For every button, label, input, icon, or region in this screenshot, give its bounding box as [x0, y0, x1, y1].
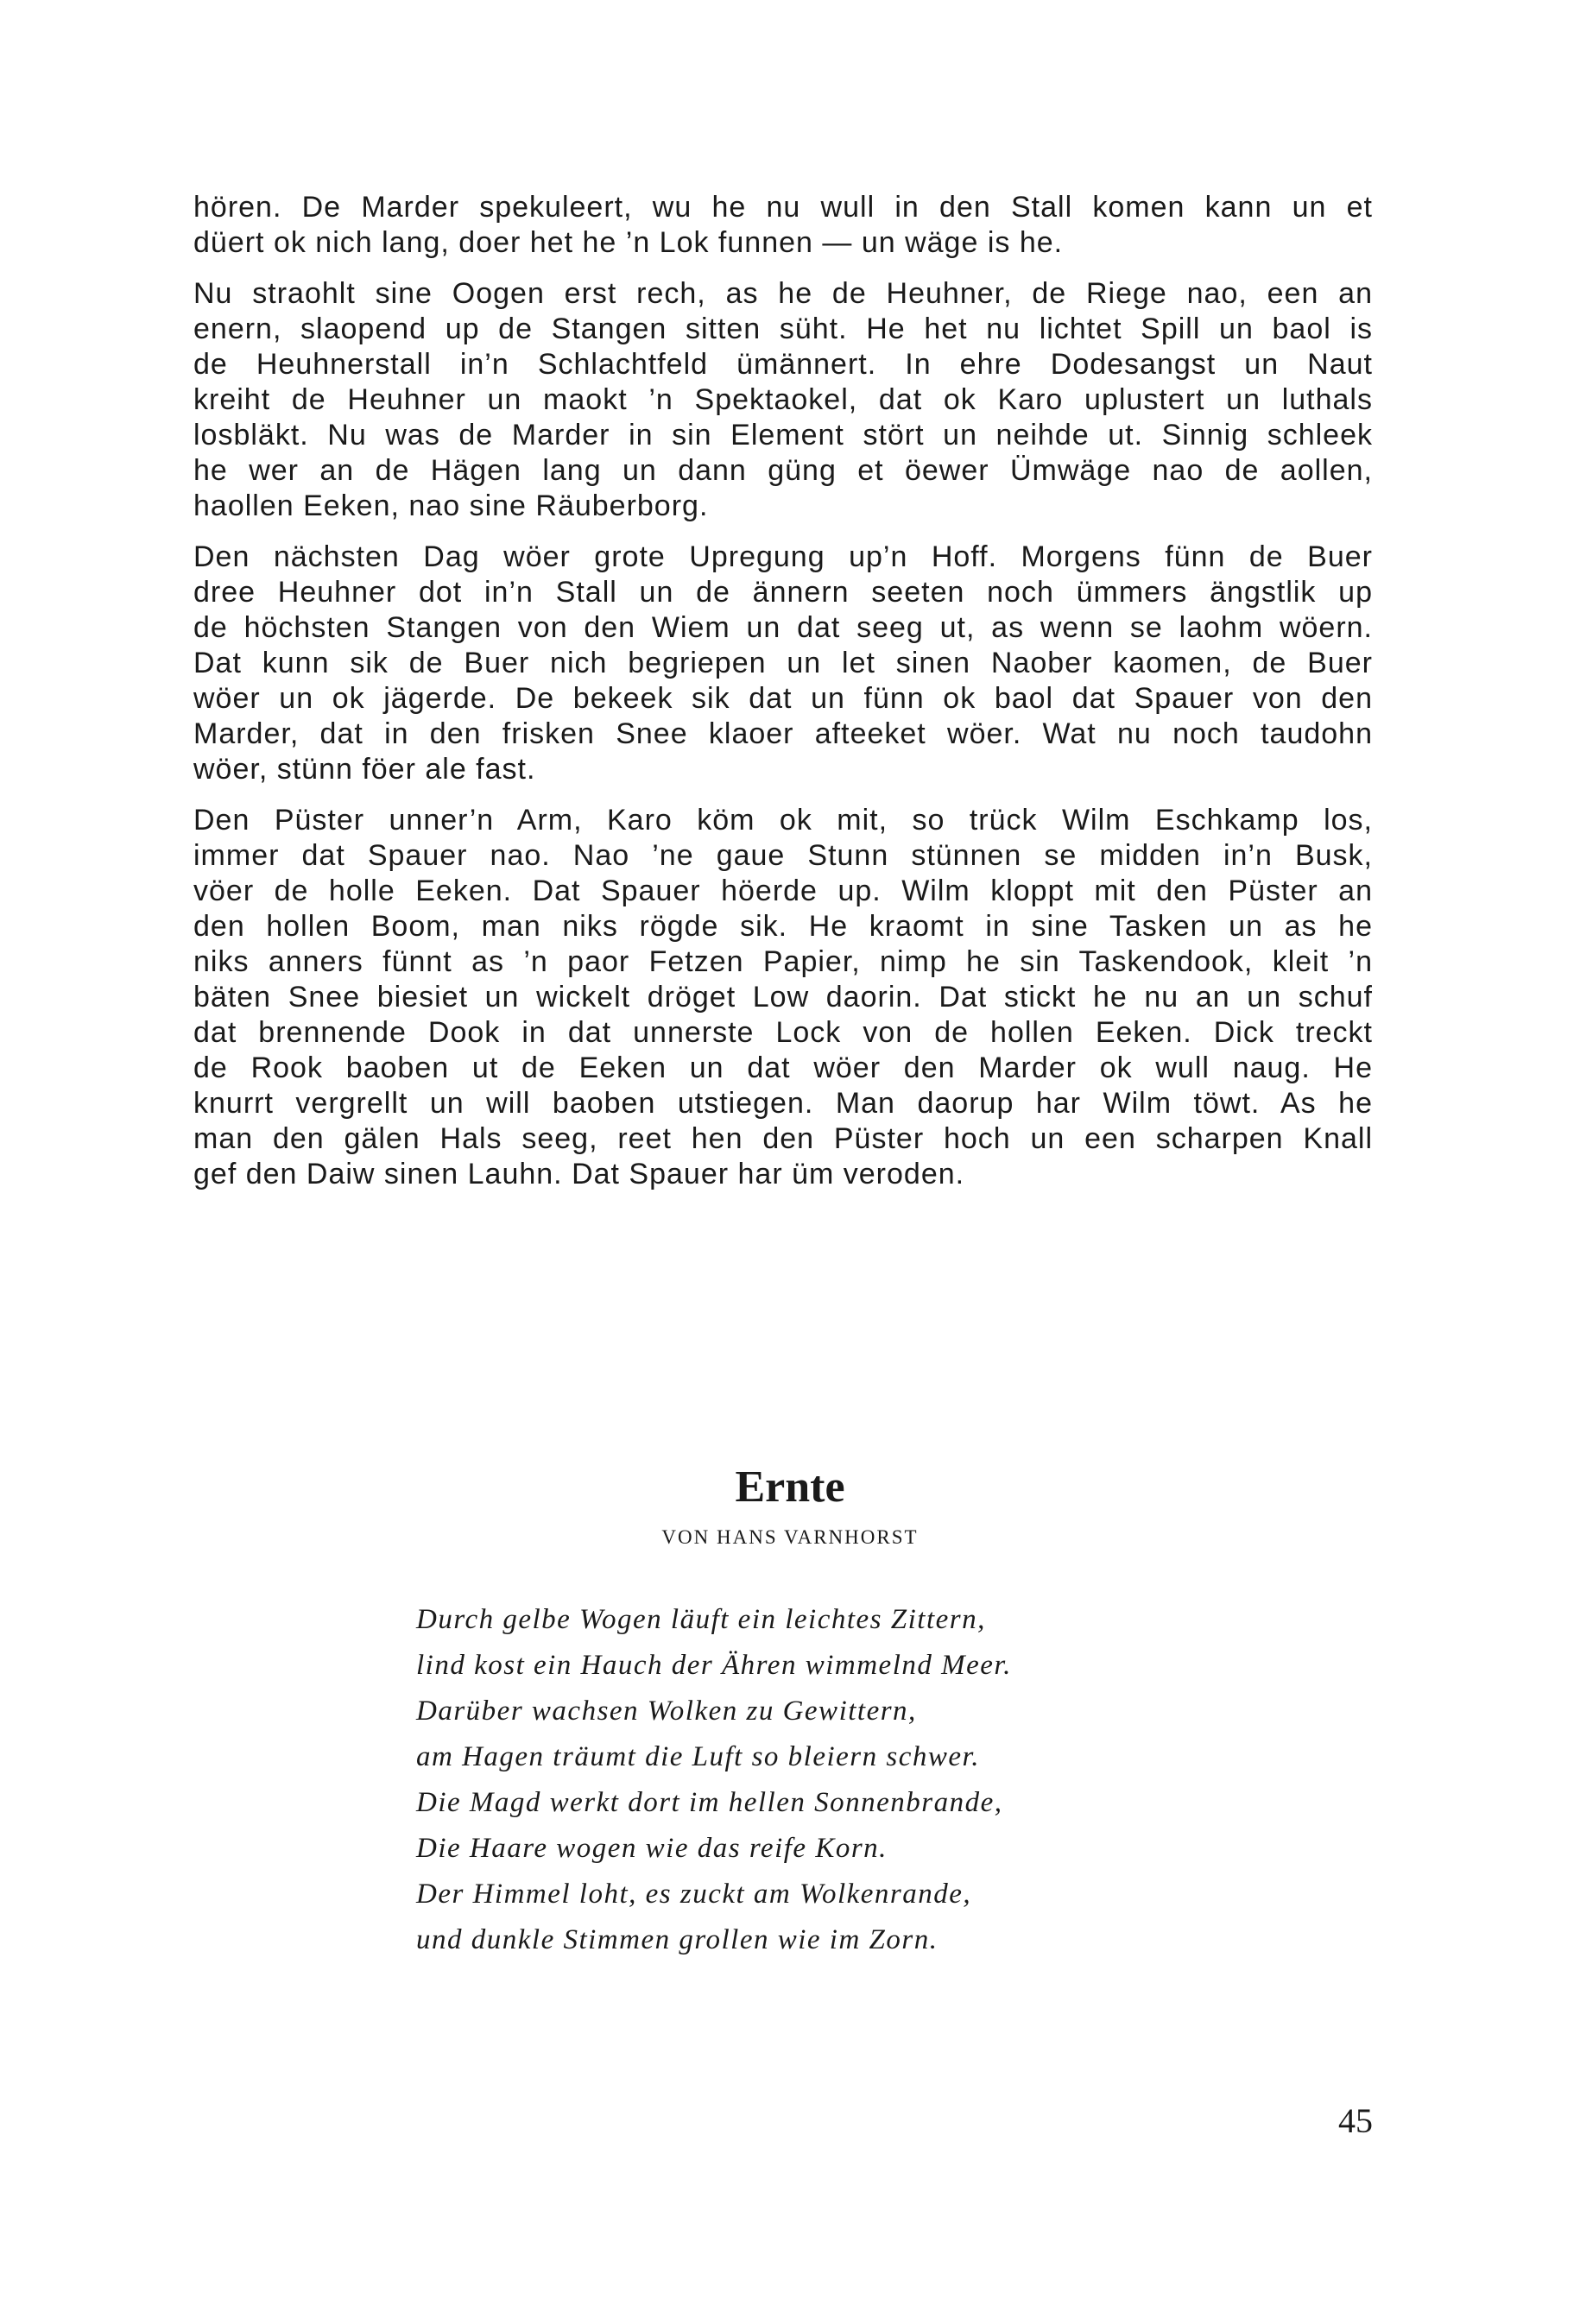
page-number: 45 — [1338, 2101, 1373, 2140]
prose-text — [193, 190, 1373, 1208]
text-line: bäten Snee biesiet un wickelt dröget Low daorin. Dat stickt he nu an un schuf — [193, 981, 1373, 1014]
text-line: haollen Eeken, nao sine Räuberborg. — [193, 489, 709, 522]
text-line: Marder, dat in den frisken Snee klaoer afteeket wöer. Wat nu noch taudohn — [193, 717, 1373, 750]
text-line: immer dat Spauer nao. Nao ’ne gaue Stunn stünnen se midden in’n Busk, — [193, 839, 1373, 872]
text-line: de Rook baoben ut de Eeken un dat wöer den Marder ok wull naug. He — [193, 1051, 1373, 1084]
paragraph — [193, 540, 1373, 787]
text-line: dree Heuhner dot in’n Stall un de ännern seeten noch ümmers ängstlik up — [193, 576, 1373, 609]
poem-verses — [416, 1597, 1012, 1963]
text-line: wöer, stünn föer ale fast. — [193, 753, 536, 786]
text-line: vöer de holle Eeken. Dat Spauer höerde up. Wilm kloppt mit den Püster an — [193, 875, 1373, 907]
text-line: düert ok nich lang, doer het he ’n Lok funnen — un wäge is he. — [193, 226, 1064, 259]
poem-verse: Darüber wachsen Wolken zu Gewittern, — [416, 1696, 917, 1727]
text-line: de höchsten Stangen von den Wiem un dat seeg ut, as wenn se laohm wöern. — [193, 611, 1373, 644]
text-line: enern, slaopend up de Stangen sitten süht. He het nu lichtet Spill un baol is — [193, 313, 1373, 345]
text-line: gef den Daiw sinen Lauhn. Dat Spauer har üm veroden. — [193, 1158, 965, 1190]
paragraph — [193, 190, 1373, 261]
text-line: man den gälen Hals seeg, reet hen den Püster hoch un een scharpen Knall — [193, 1122, 1373, 1155]
poem-byline: VON HANS VARNHORST — [661, 1526, 919, 1548]
poem-verse: Die Haare wogen wie das reife Korn. — [416, 1833, 888, 1864]
text-line: he wer an de Hägen lang un dann güng et öewer Ümwäge nao de aollen, — [193, 454, 1373, 487]
text-line: kreiht de Heuhner un maokt ’n Spektaokel, dat ok Karo uplustert un luthals — [193, 383, 1373, 416]
paragraph — [193, 276, 1373, 524]
poem-title: Ernte — [735, 1462, 845, 1512]
poem-verse: Durch gelbe Wogen läuft ein leichtes Zittern, — [416, 1604, 986, 1635]
text-line: knurrt vergrellt un will baoben utstiegen. Man daorup har Wilm töwt. As he — [193, 1087, 1373, 1120]
text-line: hören. De Marder spekuleert, wu he nu wull in den Stall komen kann un et — [193, 191, 1373, 224]
text-line: Nu straohlt sine Oogen erst rech, as he de Heuhner, de Riege nao, een an — [193, 277, 1373, 310]
poem-verse: und dunkle Stimmen grollen wie im Zorn. — [416, 1924, 939, 1955]
text-line: dat brennende Dook in dat unnerste Lock von de hollen Eeken. Dick treckt — [193, 1016, 1373, 1049]
poem-verse: am Hagen träumt die Luft so bleiern schwer. — [416, 1741, 980, 1772]
text-line: Dat kunn sik de Buer nich begriepen un let sinen Naober kaomen, de Buer — [193, 647, 1373, 679]
poem-verse: Der Himmel loht, es zuckt am Wolkenrande, — [416, 1879, 972, 1910]
text-line: niks anners fünnt as ’n paor Fetzen Papier, nimp he sin Taskendook, kleit ’n — [193, 945, 1373, 978]
text-line: den hollen Boom, man niks rögde sik. He kraomt in sine Tasken un as he — [193, 910, 1373, 943]
poem-verse: Die Magd werkt dort im hellen Sonnenbrande, — [416, 1787, 1003, 1818]
text-line: de Heuhnerstall in’n Schlachtfeld ümännert. In ehre Dodesangst un Naut — [193, 348, 1373, 381]
poem-verse: lind kost ein Hauch der Ähren wimmelnd Meer. — [416, 1650, 1012, 1681]
paragraph — [193, 803, 1373, 1192]
text-line: wöer un ok jägerde. De bekeek sik dat un fünn ok baol dat Spauer von den — [193, 682, 1373, 715]
text-line: losbläkt. Nu was de Marder in sin Element stört un neihde ut. Sinnig schleek — [193, 419, 1373, 452]
text-line: Den Püster unner’n Arm, Karo köm ok mit, so trück Wilm Eschkamp los, — [193, 804, 1373, 837]
text-line: Den nächsten Dag wöer grote Upregung up’n Hoff. Morgens fünn de Buer — [193, 540, 1373, 573]
